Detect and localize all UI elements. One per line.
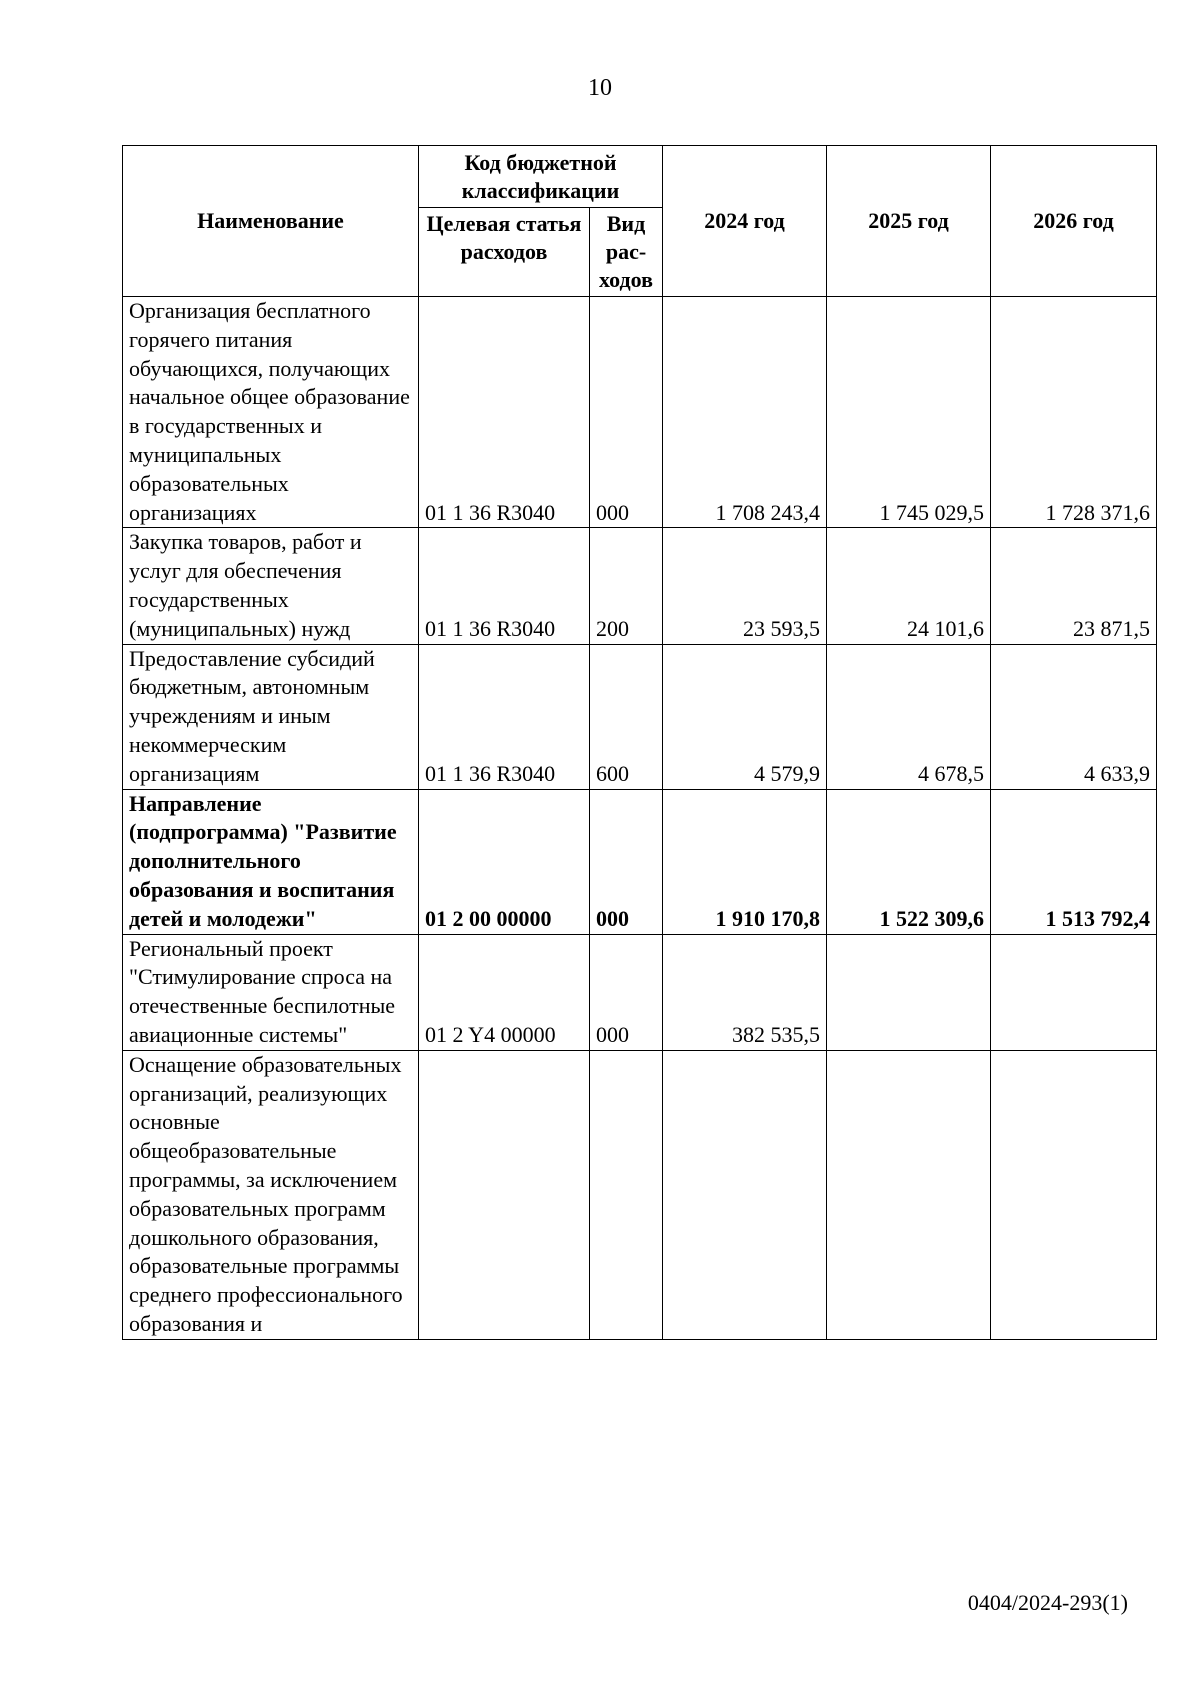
document-code: 0404/2024-293(1) [967,1590,1128,1615]
row-name: Предоставление субсидий бюджетным, автономным учреждениям и иным некоммерческим организациям [123,644,419,789]
table-row [123,934,1157,1050]
row-2025: 1 745 029,5 [827,297,991,528]
row-2026 [991,1050,1157,1339]
row-type: 000 [590,789,663,934]
header-2026: 2026 год [991,146,1157,297]
table-row [123,1050,1157,1339]
row-2025: 4 678,5 [827,644,991,789]
row-2026: 23 871,5 [991,528,1157,644]
row-type: 000 [590,934,663,1050]
row-2024: 23 593,5 [663,528,827,644]
row-name: Региональный проект "Стимулирование спроса на отечественные беспилотные авиационные системы" [123,934,419,1050]
row-2025: 1 522 309,6 [827,789,991,934]
row-name: Организация бесплатного горячего питания обучающихся, получающих начальное общее образование в государственных и муниципальных образовательных организациях [123,297,419,528]
row-2024: 1 708 243,4 [663,297,827,528]
row-code: 01 2 Y4 00000 [419,934,590,1050]
header-2025: 2025 год [827,146,991,297]
row-type: 200 [590,528,663,644]
row-code: 01 1 36 R3040 [419,644,590,789]
header-code-group: Код бюджетной классификации [419,146,663,208]
header-name: Наименование [123,146,419,297]
header-expense-type: Вид рас-ходов [590,208,663,297]
row-code [419,1050,590,1339]
row-2026: 1 513 792,4 [991,789,1157,934]
row-2026 [991,934,1157,1050]
row-2025: 24 101,6 [827,528,991,644]
row-2024: 4 579,9 [663,644,827,789]
row-name: Направление (подпрограмма) "Развитие дополнительного образования и воспитания детей и молодежи" [123,789,419,934]
row-2025 [827,1050,991,1339]
row-2026: 1 728 371,6 [991,297,1157,528]
row-type: 000 [590,297,663,528]
page-number: 10 [588,75,612,101]
table-row [123,528,1157,644]
row-2025 [827,934,991,1050]
row-code: 01 1 36 R3040 [419,528,590,644]
table-row [123,297,1157,528]
header-target-article: Целевая статья расходов [419,208,590,297]
table-row [123,644,1157,789]
row-2024 [663,1050,827,1339]
row-2026: 4 633,9 [991,644,1157,789]
budget-table [122,145,1157,1340]
row-2024: 1 910 170,8 [663,789,827,934]
row-type: 600 [590,644,663,789]
row-code: 01 2 00 00000 [419,789,590,934]
table-row [123,789,1157,934]
row-type [590,1050,663,1339]
row-2024: 382 535,5 [663,934,827,1050]
header-2024: 2024 год [663,146,827,297]
row-name: Закупка товаров, работ и услуг для обеспечения государственных (муниципальных) нужд [123,528,419,644]
row-code: 01 1 36 R3040 [419,297,590,528]
row-name: Оснащение образовательных организаций, реализующих основные общеобразовательные программы, за исключением образовательных программ дошкольного образования, образовательные программы среднего профессионального образования и [123,1050,419,1339]
